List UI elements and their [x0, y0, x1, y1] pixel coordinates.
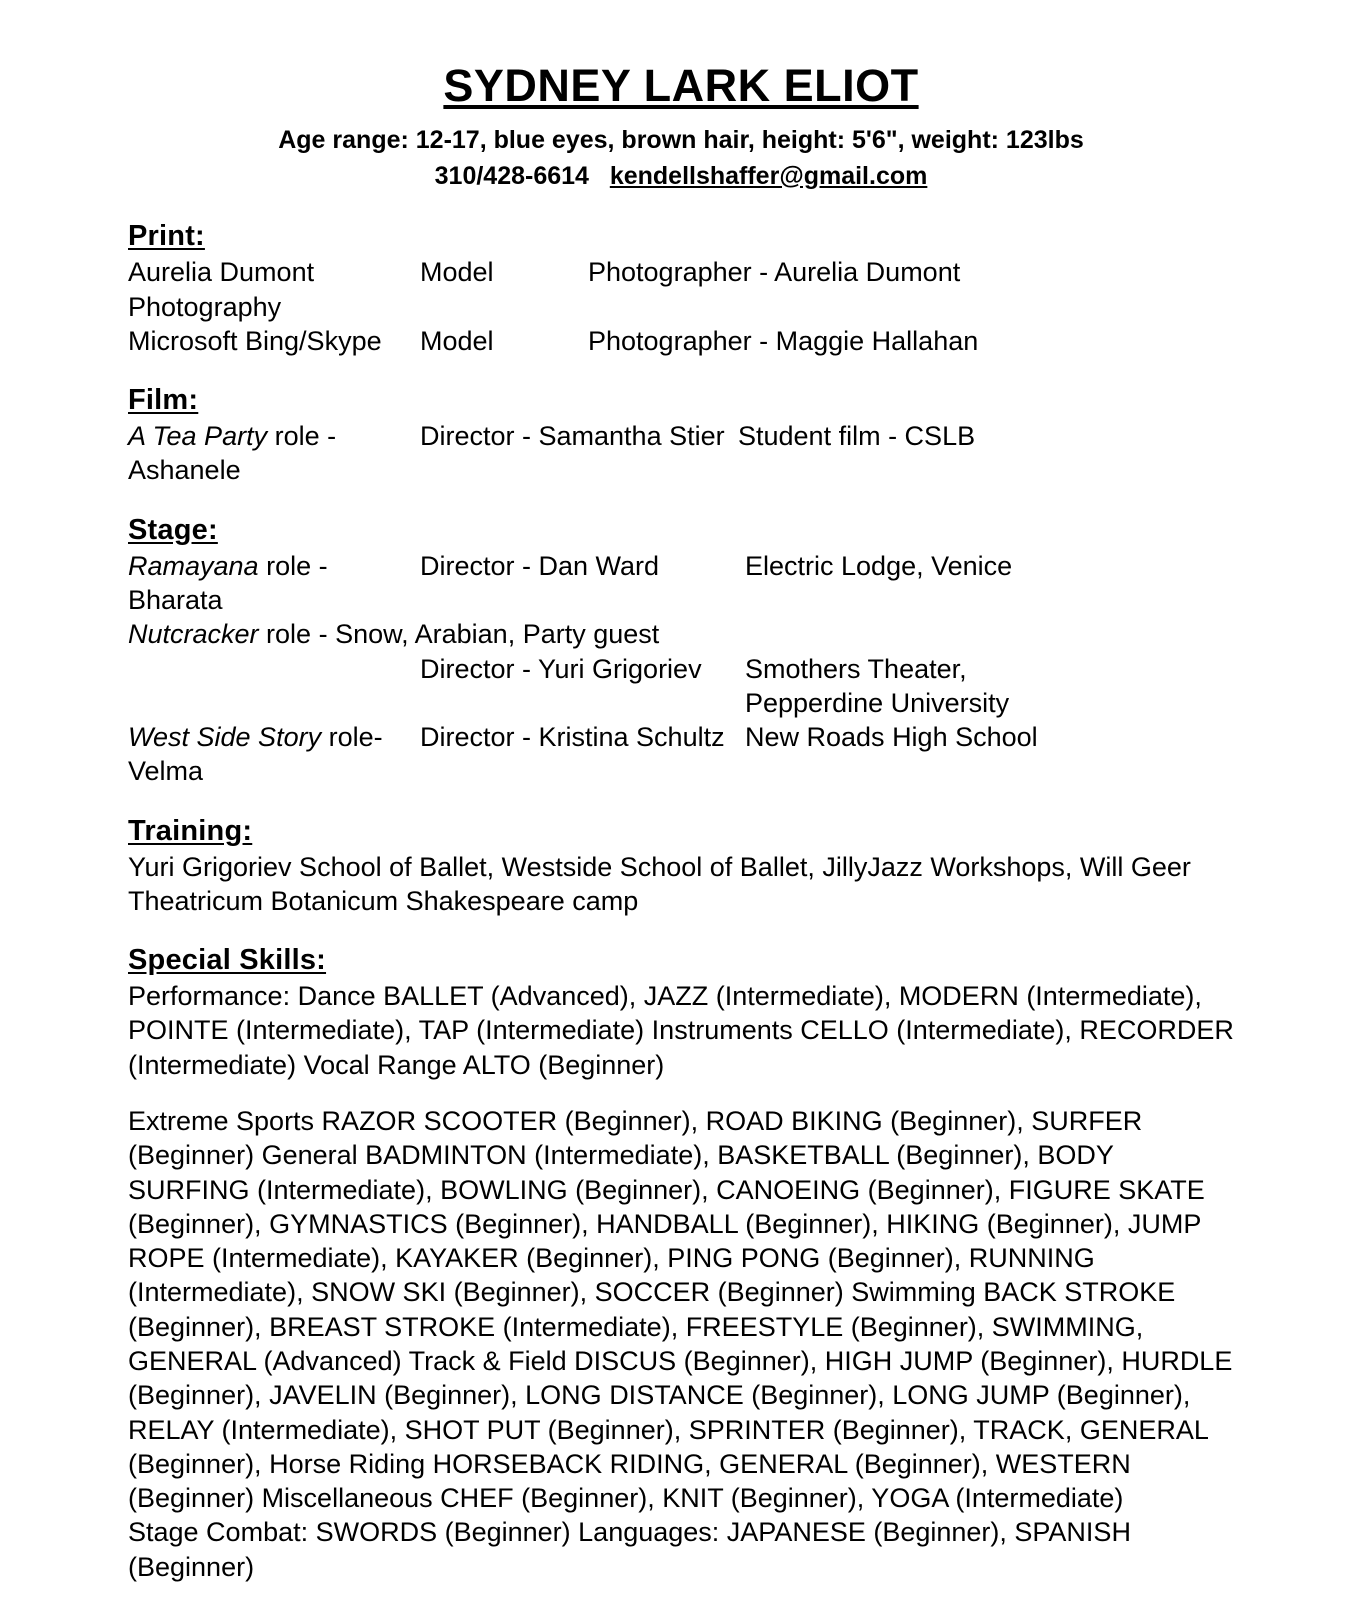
print-role: Model — [420, 257, 494, 288]
stage-venue-line2: Pepperdine University — [745, 687, 1010, 718]
stage-title: Nutcracker — [128, 619, 259, 650]
stage-director: Director - Kristina Schultz — [420, 722, 725, 753]
section-heading-stage: Stage: — [128, 513, 218, 546]
section-heading-print: Print: — [128, 220, 205, 253]
stage-venue-block — [745, 652, 1234, 721]
film-row — [128, 419, 1234, 488]
skills-performance: Performance: Dance BALLET (Advanced), JAZZ (Intermediate), MODERN (Intermediate), POINTE (Intermediate), TAP (Intermediate) Instruments CELLO (Intermediate), RECORDER (Intermediate) Vocal Range ALTO (Beginner) — [128, 981, 1234, 1080]
film-role: role - Ashanele — [128, 421, 337, 486]
skills-sports: Extreme Sports RAZOR SCOOTER (Beginner), ROAD BIKING (Beginner), SURFER (Beginner) General BADMINTON (Intermediate), BASKETBALL (Beginner), BODY SURFING (Intermediate), BOWLING (Beginner), CANOEING (Beginner), FIGURE SKATE (Beginner), GYMNASTICS (Beginner), HANDBALL (Beginner), HIKING (Beginner), JUMP ROPE (Intermediate), KAYAKER (Beginner), PING PONG (Beginner), RUNNING (Intermediate), SNOW SKI (Beginner), SOCCER (Beginner) Swimming BACK STROKE (Beginner), BREAST STROKE (Intermediate), FREESTYLE (Beginner), SWIMMING, GENERAL (Advanced) Track & Field DISCUS (Beginner), HIGH JUMP (Beginner), HURDLE (Beginner), JAVELIN (Beginner), LONG DISTANCE (Beginner), LONG JUMP (Beginner), RELAY (Intermediate), SHOT PUT (Beginner), SPRINTER (Beginner), TRACK, GENERAL (Beginner), Horse Riding HORSEBACK RIDING, GENERAL (Beginner), WESTERN (Beginner) Miscellaneous CHEF (Beginner), KNIT (Beginner), YOGA (Intermediate) — [128, 1106, 1233, 1514]
print-production: Microsoft Bing/Skype — [128, 325, 382, 356]
section-special-skills — [128, 944, 1234, 1584]
print-credit: Photographer - Aurelia Dumont — [588, 257, 961, 288]
paragraph-spacer — [128, 1082, 1234, 1104]
section-heading-special-skills: Special Skills: — [128, 944, 327, 977]
section-heading-film: Film: — [128, 384, 199, 417]
stage-title: Ramayana — [128, 550, 259, 581]
physical-stats: Age range: 12-17, blue eyes, brown hair, height: 5'6", weight: 123lbs — [278, 126, 1084, 155]
stage-row — [128, 549, 1234, 618]
film-director: Director - Samantha Stier — [420, 421, 725, 452]
stage-title-role — [128, 549, 420, 618]
print-row — [128, 255, 1234, 324]
stage-spacer — [128, 652, 420, 721]
film-title-role — [128, 419, 420, 488]
stage-row — [128, 720, 1234, 789]
print-credit: Photographer - Maggie Hallahan — [588, 325, 979, 356]
print-production: Aurelia Dumont Photography — [128, 257, 315, 322]
stage-row — [128, 617, 1234, 651]
stage-role: role- Velma — [128, 722, 383, 787]
stage-director: Director - Dan Ward — [420, 550, 660, 581]
stage-venue: New Roads High School — [745, 722, 1038, 753]
print-row — [128, 324, 1234, 358]
page-title: SYDNEY LARK ELIOT — [443, 60, 919, 111]
skills-combat-languages: Stage Combat: SWORDS (Beginner) Languages: JAPANESE (Beginner), SPANISH (Beginner) — [128, 1517, 1131, 1582]
email-link[interactable]: kendellshaffer@gmail.com — [609, 161, 928, 190]
contact-row — [128, 159, 1234, 195]
film-venue: Student film - CSLB — [738, 421, 976, 452]
section-heading-training: Training: — [128, 814, 253, 847]
phone-number: 310/428-6614 — [434, 161, 589, 190]
section-stage — [128, 514, 1234, 789]
section-training — [128, 815, 1234, 919]
stage-director: Director - Yuri Grigoriev — [420, 653, 702, 684]
training-body: Yuri Grigoriev School of Ballet, Westside School of Ballet, JillyJazz Workshops, Will Geer Theatricum Botanicum Shakespeare camp — [128, 851, 1191, 916]
stage-title-role — [128, 720, 420, 789]
film-title: A Tea Party — [128, 421, 268, 452]
stage-role: role - Bharata — [128, 550, 328, 615]
stage-title-role — [128, 617, 1234, 651]
stage-title: West Side Story — [128, 722, 322, 753]
stage-venue: Smothers Theater, — [745, 653, 967, 684]
section-film — [128, 384, 1234, 488]
stage-role: role - Snow, Arabian, Party guest — [266, 619, 660, 650]
stage-venue: Electric Lodge, Venice — [745, 550, 1013, 581]
print-role: Model — [420, 325, 494, 356]
section-print — [128, 220, 1234, 358]
stage-row-continued — [128, 652, 1234, 721]
